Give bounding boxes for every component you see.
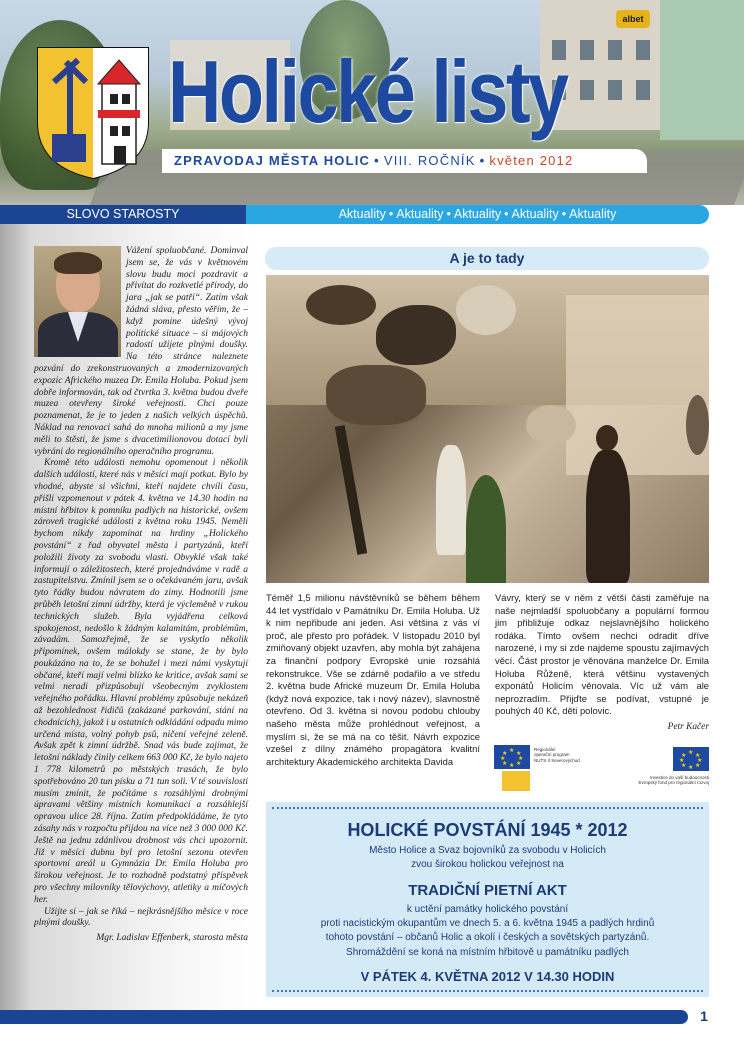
letter-paragraph: Vážení spoluobčané. Dominval jsem se, že vás v květnovém slovu budu moci pozdravit a přivítat do rozkvetlé přírody, do jara „jak se patří“. Zatím však žádná sláva, přesto věřím, že – když pomine údešný vývoj politické situace – si májových radostí užijete plnými doušky. Na této stránce naleznete pozvání do zrekonstruovaných a zmodernizovaných expozic Afrického muzea Dr. Emila Holuba. Pokud jsem dobře informován, tak od čtvrtka 3. května budou dveře muzea otevřeny široké veřejnosti. Chci pouze poznamenat, že je to jeden z našich velkých úspěchů. Náklad na renovaci sahá do mnoha milionů a my jsme měli to štěstí, že jsme s dvacetimilionovou dotací byli vybráni do regionálního operačního programu. [34, 246, 248, 457]
section-label-mayor: SLOVO STAROSTY [0, 205, 246, 224]
eu-text-line: operační program [534, 752, 570, 758]
event-announcement [266, 802, 709, 997]
event-line: zvou širokou holickou veřejnost na [411, 859, 564, 870]
event-line: proti nacistickým okupantům ve dnech 5. a 6. května 1945 a padlých hrdinů [320, 918, 655, 929]
town-crest-icon [34, 42, 152, 180]
letter-paragraph: Užijte si – jak se říká – nejkrásnějšího měsíce v roce plnými doušky. [34, 906, 248, 929]
section-nav [0, 205, 744, 224]
article-heading: A je to tady [265, 247, 709, 270]
article-column [495, 592, 709, 734]
publication-subtitle: ZPRAVODAJ MĚSTA HOLIC • VIII. ROČNÍK • květen 2012 [162, 149, 647, 173]
eu-flag-icon: ★ ★ ★ ★ ★ ★ ★ ★ [494, 745, 530, 769]
event-title: HOLICKÉ POVSTÁNÍ 1945 * 2012 [347, 820, 628, 840]
letter-signature: Mgr. Ladislav Effenberk, starosta města [96, 933, 248, 944]
eu-flag-icon: ★ ★ ★ ★ ★ ★ ★ ★ [673, 747, 709, 771]
eu-slogan-text [622, 775, 709, 786]
background-building [660, 0, 744, 140]
program-logo-icon [502, 771, 530, 791]
topic-label: Aktuality [569, 207, 617, 221]
masthead [0, 0, 744, 205]
page-number: 1 [700, 1008, 708, 1024]
shop-sign: albet [616, 10, 650, 28]
eu-text-line: NUTS II Severovýchod [534, 757, 580, 763]
museum-photo [266, 275, 709, 583]
dotted-divider [272, 807, 703, 809]
topic-label: Aktuality [396, 207, 444, 221]
event-line: tohoto povstání – občanů Holic a okolí i českých a sovětských partyzánů. [325, 932, 650, 943]
event-line: Shromáždění se koná na místním hřbitově u památníku padlých [346, 947, 629, 958]
eu-funding-logos [494, 745, 709, 793]
footer-bar [0, 1010, 688, 1024]
eu-text-line: Regionální [534, 747, 556, 752]
event-date: V PÁTEK 4. KVĚTNA 2012 V 14.30 HODIN [360, 969, 615, 984]
mayor-letter [34, 246, 248, 945]
article-paragraph: Vávry, který se v něm z větší části zaměřuje na naše nejmladší spoluobčany a populární formou jim přibližuje odkaz nejslavnějšího holického rodáka. Tímto ovšem nechci odradit dříve narozené, i my si zde najdeme spoustu zajímavých věcí. Část prostor je věnována manželce Dr. Emila Holuba Růženě, která většinu vystavených exponátů Holicím věnovala. Víc už vám ale neprozradím. Přijďte se podívat, vstupné je pouhých 40 Kč, děti polovic. [495, 592, 709, 717]
eu-text-line: Investice do vaší budoucnosti [649, 775, 709, 780]
topic-strip: Aktuality • Aktuality • Aktuality • Aktuality • Aktuality [246, 205, 709, 224]
dotted-divider [272, 990, 703, 992]
subtitle-issue: květen 2012 [489, 153, 574, 168]
eu-text-line: Evropský fond pro regionální rozvoj [638, 780, 709, 786]
letter-paragraph: Kromě této události nemohu opomenout i několik dalších událostí, které nás v měsíci mají potkat. Bylo by vhodné, abyste si všichni, kteří najdete chvíli času, přišli vzpomenout v pátek 4. května ve 14.30 hodin na místní hřbitov k pomníku padlých na historické, ovšem zároveň tragické události z května roku 1945. Neměli bychom nikdy zapomínat na hrdiny „Holického povstání“ z řad obyvatel města i partyzánů, kteří položili životy za svobodu vlasti. Obvyklé však také informují o záležitostech, které projednáváme v radě a zastupitelstvu. Zmínil jsem se o očekávaném jaru, avšak tyto řádky budou návratem do zimy. Hodnotili jsme průběh letošní zimní údržby, která je výcleměně v rukou technických služeb. Byla vyjádřena celková spokojenost, nedošlo k žádným kalamitám, problémům, závadám. Samozřejmě, že se vyskytlo několik připomínek, ovšem málokdy se stane, že by bylo poukázáno na to, že se bohužel i mezi námi vyskytují občané, kteří mají velmi blízko ke kritice, avšak sami se velmi neradi přizpůsobují všeobecným zvyklostem veřejného pořádku. Hlavní problémy způsobuje nekázeň až bezohlednost řidičů (zakázané parkování, stání na chodnících), jakož i u ostatních odkládání odpadu mimo určená místa, volný pohyb psů, ničení veřejné zeleně. Avšak zpět k zimní údržbě. Snad vás bude zajímat, že letošní náklady činily celkem 663 000 Kč, že bylo najeto 1 778 kilometrů po městských trasách, že bylo spotřebováno 20 tun písku a 71 tun soli. V té souvislosti musím zmínit, že počítáme s rozsáhlými drobnými úpravami většiny místních komunikací a rozsáhlejší opravou ulice 28. října. Zatím předpokládáme, že tyto zásahy nás v rozpočtu přijdou na více než 3 000 000 Kč. Ještě na jednu zdánlivou drobnost vás chci upozornit. Již v měsíci dubnu byl pro letošní sezonu otevřen sportovní areál u Gymnázia Dr. Emila Holuba pro širokou veřejnost. Je to rozhodně podstatný příspěvek pro všechny milovníky tělovýchovy, atletiky a míčových her. [34, 458, 248, 905]
event-line: Město Holice a Svaz bojovníků za svobodu v Holicích [369, 845, 606, 856]
topic-label: Aktuality [338, 207, 386, 221]
article-author: Petr Kačer [667, 721, 709, 732]
subtitle-main: ZPRAVODAJ MĚSTA HOLIC [174, 153, 371, 168]
topic-label: Aktuality [511, 207, 559, 221]
topic-label: Aktuality [453, 207, 502, 221]
publication-title: Holické listy [168, 42, 567, 141]
event-line: k uctění památky holického povstání [406, 904, 569, 915]
eu-program-text [534, 747, 580, 763]
event-subtitle: TRADIČNÍ PIETNÍ AKT [408, 882, 567, 899]
article-column: Téměř 1,5 milionu návštěvníků se během během 44 let vystřídalo v Památníku Dr. Emila Holuba. Už k nim nepřibude ani jeden. Asi většina z vás ví proč, ale přesto pro pořádek. V listopadu 2010 byl zmiňovaný objekt uzavřen, aby mohla být zahájena za finanční podpory Evropské unie rozsáhlá rekonstrukce. Vše se zdárně podařilo a ve středu 2. května bude Africké muzeum Dr. Emila Holuba (když nová expozice, tak i nový název), slavnostně otevřeno. Od 3. května si novou podobu chlouby našeho města může prohlédnout veřejnost, a myslím si, že se má na co těšit. Návrh expozice vzešel z dílny známého propagátora kvalitní architektury Akademického architekta Davida [266, 592, 480, 767]
subtitle-volume: VIII. ROČNÍK [383, 153, 476, 168]
